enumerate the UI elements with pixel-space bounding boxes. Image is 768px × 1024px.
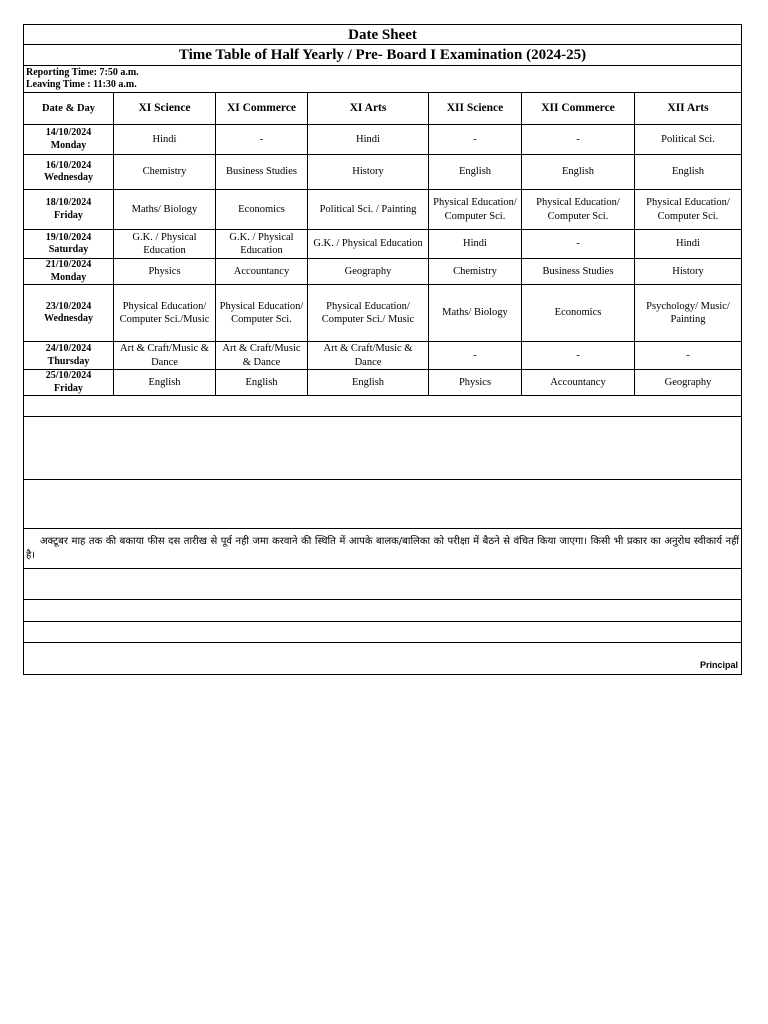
table-row	[24, 230, 742, 259]
subject-cell: Economics	[216, 190, 308, 230]
subject-cell: Physics	[429, 370, 522, 396]
subject-cell: Political Sci. / Painting	[308, 190, 429, 230]
subject-cell: -	[216, 125, 308, 155]
column-header-xii-science: XII Science	[429, 93, 522, 125]
blank-row	[24, 396, 742, 417]
subject-cell: -	[429, 342, 522, 370]
subject-cell: G.K. / Physical Education	[114, 230, 216, 259]
subject-cell: English	[216, 370, 308, 396]
date-day-cell	[24, 125, 114, 155]
blank-row	[24, 480, 742, 529]
subject-cell: English	[308, 370, 429, 396]
subject-cell: -	[522, 125, 635, 155]
subject-cell: Business Studies	[216, 155, 308, 190]
exam-date: 18/10/2024	[45, 197, 92, 208]
blank-row	[24, 417, 742, 480]
subject-cell: Economics	[522, 285, 635, 342]
date-day-cell	[24, 285, 114, 342]
exam-date: 24/10/2024	[45, 343, 92, 354]
exam-day: Wednesday	[44, 313, 93, 324]
exam-day: Monday	[50, 271, 87, 283]
notice-row	[24, 529, 742, 569]
exam-date: 21/10/2024	[45, 259, 92, 270]
table-row	[24, 125, 742, 155]
blank-row	[24, 600, 742, 622]
leaving-time: Leaving Time : 11:30 a.m.	[26, 79, 137, 90]
subject-cell: Political Sci.	[635, 125, 742, 155]
exam-day: Monday	[50, 139, 87, 151]
date-day-cell	[24, 259, 114, 285]
subject-cell: History	[635, 259, 742, 285]
subject-cell: Business Studies	[522, 259, 635, 285]
exam-day: Friday	[54, 209, 83, 221]
subject-cell: Hindi	[635, 230, 742, 259]
column-header-xii-arts: XII Arts	[635, 93, 742, 125]
document-title: Date Sheet	[24, 25, 742, 45]
date-day-cell	[24, 370, 114, 396]
column-header-xi-commerce: XI Commerce	[216, 93, 308, 125]
exam-day: Friday	[54, 382, 83, 394]
subject-cell: Hindi	[429, 230, 522, 259]
subject-cell: Physical Education/ Computer Sci.	[522, 190, 635, 230]
subject-cell: Physical Education/ Computer Sci.	[216, 285, 308, 342]
subject-cell: English	[635, 155, 742, 190]
subject-cell: Chemistry	[429, 259, 522, 285]
subject-cell: Physical Education/ Computer Sci./Music	[114, 285, 216, 342]
subject-cell: Art & Craft/Music & Dance	[216, 342, 308, 370]
subject-cell: Physical Education/ Computer Sci.	[429, 190, 522, 230]
subject-cell: History	[308, 155, 429, 190]
subject-cell: Maths/ Biology	[429, 285, 522, 342]
column-header-xii-commerce: XII Commerce	[522, 93, 635, 125]
subject-cell: -	[635, 342, 742, 370]
principal-signature: Principal	[24, 643, 742, 675]
exam-date: 14/10/2024	[45, 127, 92, 138]
blank-row	[24, 569, 742, 600]
subject-cell: Physical Education/ Computer Sci.	[635, 190, 742, 230]
table-row	[24, 259, 742, 285]
subject-cell: Art & Craft/Music & Dance	[308, 342, 429, 370]
subject-cell: English	[429, 155, 522, 190]
table-row	[24, 285, 742, 342]
signature-row	[24, 643, 742, 675]
date-sheet	[23, 24, 741, 675]
subject-cell: Physical Education/ Computer Sci./ Music	[308, 285, 429, 342]
exam-day: Wednesday	[44, 172, 93, 183]
exam-date: 16/10/2024	[45, 159, 92, 171]
subject-cell: -	[429, 125, 522, 155]
exam-date: 25/10/2024	[45, 370, 92, 381]
subject-cell: Maths/ Biology	[114, 190, 216, 230]
exam-date: 19/10/2024	[45, 231, 92, 243]
subject-cell: English	[522, 155, 635, 190]
subject-cell: Hindi	[308, 125, 429, 155]
subject-cell: Psychology/ Music/ Painting	[635, 285, 742, 342]
subject-cell: Physics	[114, 259, 216, 285]
subject-cell: Art & Craft/Music & Dance	[114, 342, 216, 370]
subject-cell: -	[522, 230, 635, 259]
subject-cell: English	[114, 370, 216, 396]
date-day-cell	[24, 230, 114, 259]
subject-cell: Hindi	[114, 125, 216, 155]
subject-cell: Accountancy	[522, 370, 635, 396]
subject-cell: G.K. / Physical Education	[216, 230, 308, 259]
table-row	[24, 155, 742, 190]
table-row	[24, 342, 742, 370]
subject-cell: -	[522, 342, 635, 370]
reporting-time: Reporting Time: 7:50 a.m.	[26, 67, 139, 78]
table-row	[24, 370, 742, 396]
subject-cell: Geography	[308, 259, 429, 285]
document-subtitle: Time Table of Half Yearly / Pre- Board I Examination (2024-25)	[24, 45, 742, 66]
subject-cell: G.K. / Physical Education	[308, 230, 429, 259]
date-day-cell	[24, 155, 114, 190]
exam-day: Thursday	[47, 355, 90, 367]
column-header-xi-science: XI Science	[114, 93, 216, 125]
subject-cell: Geography	[635, 370, 742, 396]
date-day-cell	[24, 342, 114, 370]
timing-info	[24, 66, 742, 93]
column-header-xi-arts: XI Arts	[308, 93, 429, 125]
blank-row	[24, 622, 742, 643]
exam-timetable	[23, 24, 742, 675]
column-header-row	[24, 93, 742, 125]
date-day-cell	[24, 190, 114, 230]
fee-notice: अक्टूबर माह तक की बकाया फीस दस तारीख से पूर्व नही जमा करवाने की स्थिति में आपके बालक/बालिका को परीक्षा में बैठने से वंचित किया जाएगा। किसी भी प्रकार का अनुरोध स्वीकार्य नहीं है।	[24, 529, 742, 569]
exam-day: Saturday	[48, 244, 89, 255]
column-header-date-day: Date & Day	[24, 93, 114, 125]
subject-cell: Accountancy	[216, 259, 308, 285]
table-row	[24, 190, 742, 230]
exam-date: 23/10/2024	[45, 300, 92, 312]
subject-cell: Chemistry	[114, 155, 216, 190]
